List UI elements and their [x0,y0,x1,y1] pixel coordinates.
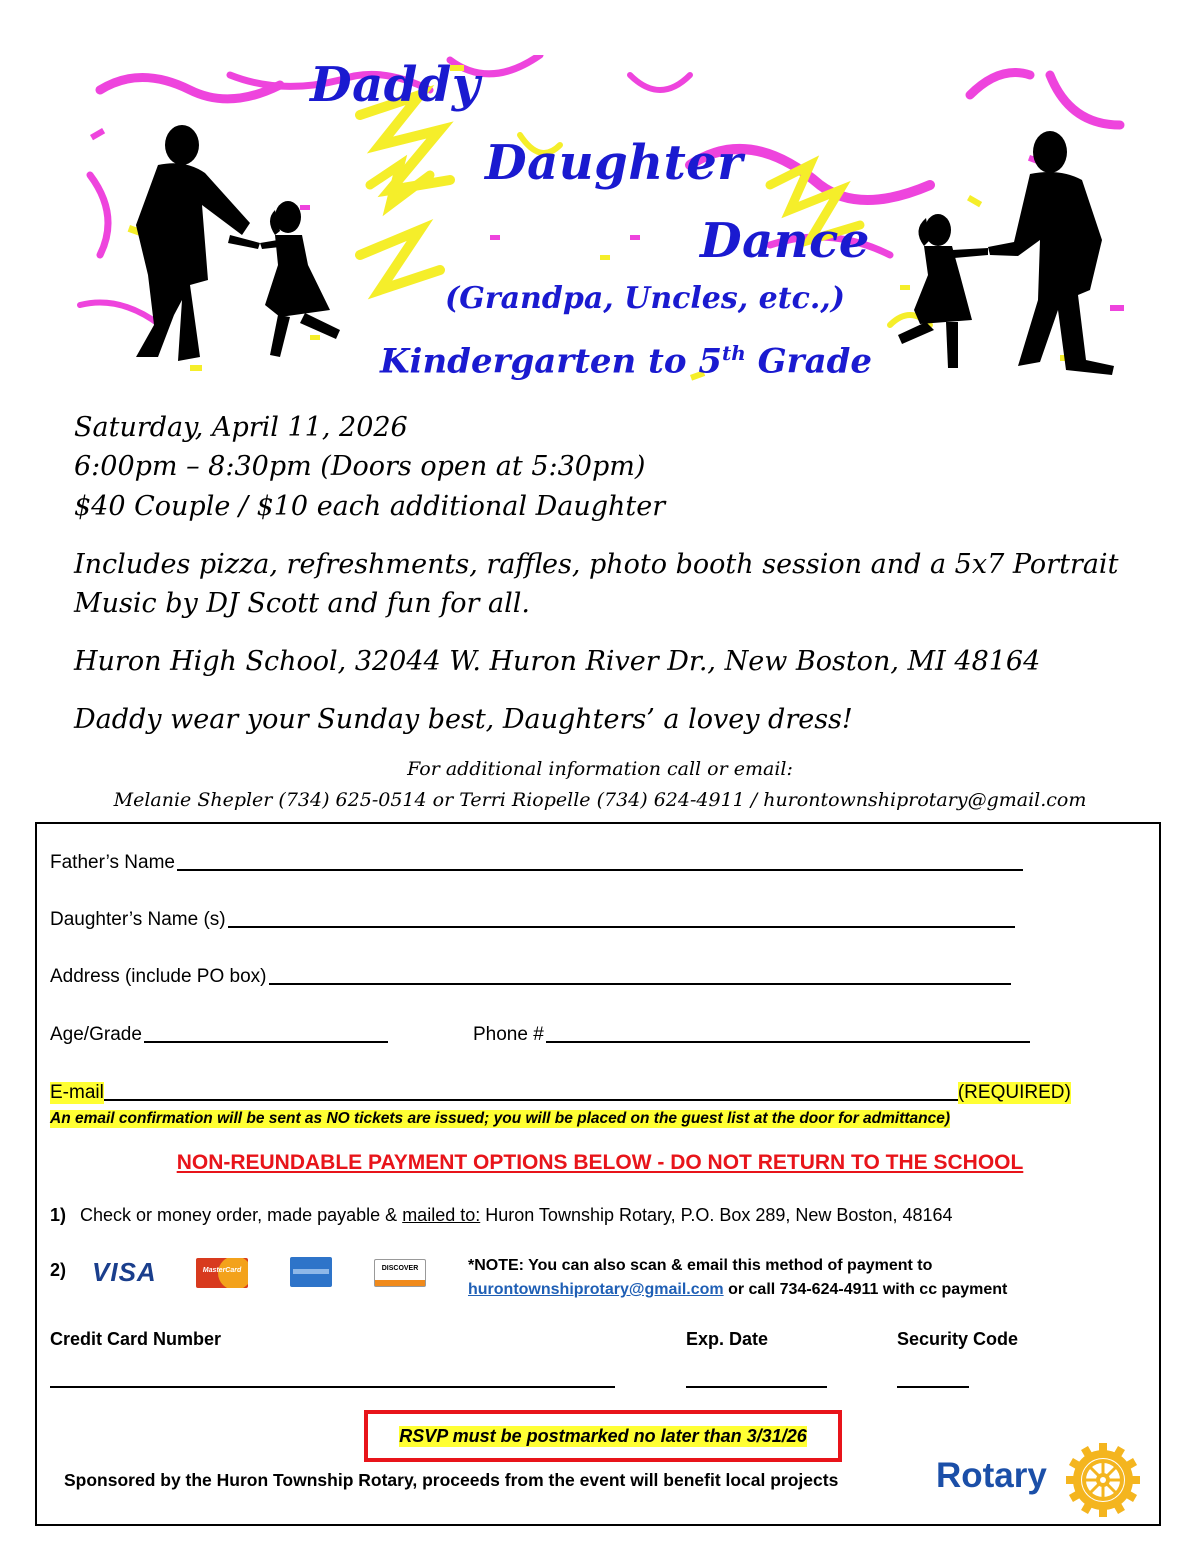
father-daughter-silhouette-left [130,125,420,365]
note-email-link[interactable]: hurontownshiprotary@gmail.com [468,1281,724,1298]
option2-number: 2) [50,1260,67,1280]
grade-range-prefix: Kindergarten to 5 [380,341,722,382]
exp-date-label: Exp. Date [686,1329,769,1349]
father-name-label: Father’s Name [50,852,175,873]
mastercard-logo-icon [196,1258,248,1288]
note-line1: *NOTE: You can also scan & email this method of payment to [468,1257,933,1274]
subtitle-grandpa-uncles: (Grandpa, Uncles, etc.,) [445,281,845,316]
credit-card-number-label: Credit Card Number [50,1329,222,1349]
discover-label: DISCOVER [381,1265,419,1272]
event-date: Saturday, April 11, 2026 [74,412,408,443]
event-includes: Includes pizza, refreshments, raffles, photo booth session and a 5x7 Portrait [74,549,1119,580]
daughter-name-line[interactable] [228,925,1015,928]
american-express-logo-icon [290,1257,332,1287]
email-field[interactable] [50,1082,1071,1104]
security-code-label: Security Code [897,1329,1019,1349]
note-call: or call 734-624-4911 with cc payment [723,1281,1008,1298]
address-label: Address (include PO box) [50,966,267,987]
option1-address: Huron Township Rotary, P.O. Box 289, New Boston, 48164 [480,1205,953,1225]
age-grade-line[interactable] [144,1040,388,1043]
contact-details: Melanie Shepler (734) 625-0514 or Terri Riopelle (734) 624-4911 / hurontownshiprotary@gmail.com [113,789,1087,811]
rotary-wheel-icon [1065,1442,1141,1518]
daughter-name-label: Daughter’s Name (s) [50,909,226,930]
payment-option-check [50,1205,953,1226]
father-name-line[interactable] [177,868,1023,871]
title-dance: Dance [700,213,870,269]
title-daddy: Daddy [310,57,481,113]
contact-intro: For additional information call or email: [407,758,793,780]
event-banner [70,55,1140,400]
address-field[interactable] [50,966,1011,988]
exp-date-line[interactable] [686,1386,827,1388]
event-time: 6:00pm – 8:30pm (Doors open at 5:30pm) [74,451,646,482]
phone-field[interactable] [473,1024,1030,1046]
daughter-name-field[interactable] [50,909,1015,931]
email-required: (REQUIRED) [957,1082,1071,1103]
father-name-field[interactable] [50,852,1023,874]
email-line[interactable] [104,1098,958,1101]
email-label: E-mail [50,1082,104,1103]
event-dress-code: Daddy wear your Sunday best, Daughters’ a lovey dress! [74,704,853,735]
grade-range-suffix: Grade [745,341,873,382]
address-line[interactable] [269,982,1011,985]
grade-range-sup: th [722,341,746,365]
event-price: $40 Couple / $10 each additional Daughter [74,491,666,522]
title-daughter: Daughter [485,135,744,191]
option1-mailed-to: mailed to: [402,1205,481,1225]
option1-text: Check or money order, made payable & [80,1205,403,1225]
sponsor-text: Sponsored by the Huron Township Rotary, proceeds from the event will benefit local projects [64,1470,839,1490]
rsvp-deadline-box [364,1410,842,1462]
father-daughter-silhouette-right [890,130,1120,375]
rsvp-deadline-text: RSVP must be postmarked no later than 3/31/26 [399,1425,807,1446]
discover-logo-icon [374,1259,426,1287]
age-grade-label: Age/Grade [50,1024,142,1045]
event-music: Music by DJ Scott and fun for all. [74,588,530,619]
mastercard-label: MasterCard [202,1267,242,1274]
rotary-wordmark: Rotary [936,1456,1047,1495]
visa-logo: VISA [92,1257,157,1287]
age-grade-field[interactable] [50,1024,388,1046]
payment-options-header: NON-REUNDABLE PAYMENT OPTIONS BELOW - DO NOT RETURN TO THE SCHOOL [176,1151,1024,1174]
security-code-line[interactable] [897,1386,969,1388]
credit-card-number-line[interactable] [50,1386,615,1388]
credit-card-note [468,1254,1007,1302]
grade-range [380,341,872,381]
phone-line[interactable] [546,1040,1030,1043]
email-confirmation-note: An email confirmation will be sent as NO tickets are issued; you will be placed on the guest list at the door for admittance) [50,1110,951,1127]
event-location: Huron High School, 32044 W. Huron River Dr., New Boston, MI 48164 [74,646,1041,677]
option1-number: 1) [50,1205,67,1225]
phone-label: Phone # [473,1024,544,1045]
